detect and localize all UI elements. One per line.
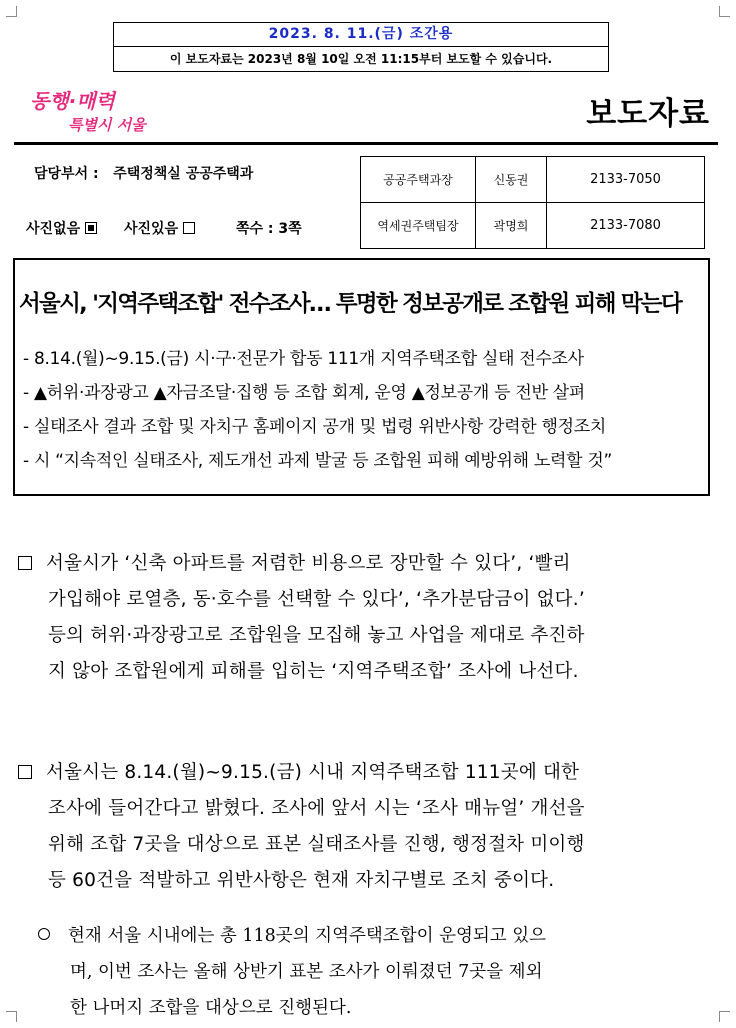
sub-paragraph bbox=[38, 918, 728, 1026]
subheadline: - 시 “지속적인 실태조사, 제도개선 과제 발굴 등 조합원 피해 예방위해 노력할 것” bbox=[23, 451, 612, 471]
paragraph-line: 위해 조합 7곳을 대상으로 표본 실태조사를 진행, 행정절차 미이행 bbox=[48, 834, 585, 855]
body-paragraph bbox=[18, 546, 718, 690]
department-label: 담당부서 : bbox=[34, 166, 99, 182]
department-value: 주택정책실 공공주택과 bbox=[113, 166, 254, 182]
paragraph-line: 지 않아 조합원에게 피해를 입히는 ‘지역주택조합’ 조사에 나선다. bbox=[48, 661, 579, 682]
page-count: 쪽수 : 3쪽 bbox=[235, 221, 302, 237]
contact-row bbox=[361, 203, 705, 249]
embargo-notice: 이 보도자료는 2023년 8월 10일 오전 11:15부터 보도할 수 있습니다. bbox=[169, 52, 553, 66]
no-photo-checkbox bbox=[85, 222, 97, 234]
contact-phone: 2133-7050 bbox=[547, 157, 705, 203]
contact-role: 역세권주택팀장 bbox=[361, 203, 476, 249]
no-photo-label: 사진없음 bbox=[26, 221, 81, 237]
header-divider bbox=[14, 142, 718, 145]
contact-role: 공공주택과장 bbox=[361, 157, 476, 203]
circle-bullet-icon bbox=[38, 928, 50, 940]
square-bullet-icon bbox=[18, 765, 32, 779]
has-photo-label: 사진있음 bbox=[123, 221, 179, 237]
page-corner-mark bbox=[6, 6, 17, 17]
sub-paragraph-line: 현재 서울 시내에는 총 118곳의 지역주택조합이 운영되고 있으 bbox=[68, 926, 547, 946]
page-corner-mark bbox=[719, 6, 730, 17]
sub-paragraph-line: 며, 이번 조사는 올해 상반기 표본 조사가 이뤄졌던 7곳을 제외 bbox=[70, 962, 543, 982]
subheadline: - 실태조사 결과 조합 및 자치구 홈페이지 공개 및 법령 위반사항 강력한 행정조치 bbox=[23, 417, 606, 437]
paragraph-line: 등의 허위·과장광고로 조합원을 모집해 놓고 사업을 제대로 추진하 bbox=[48, 625, 585, 646]
has-photo-checkbox bbox=[183, 222, 195, 234]
photo-info bbox=[26, 218, 302, 238]
contact-table bbox=[360, 156, 705, 249]
embargo-date: 2023. 8. 11.(금) 조간용 bbox=[114, 23, 608, 47]
seoul-logo bbox=[24, 86, 154, 138]
sub-paragraph-line: 한 나머지 조합을 대상으로 진행된다. bbox=[70, 998, 352, 1018]
press-release-title: 보도자료 bbox=[586, 96, 710, 132]
paragraph-line: 서울시는 8.14.(월)~9.15.(금) 시내 지역주택조합 111곳에 대한 bbox=[46, 762, 580, 783]
subheadline: - ▲허위·과장광고 ▲자금조달·집행 등 조합 회계, 운영 ▲정보공개 등 전반 살펴 bbox=[23, 383, 585, 403]
square-bullet-icon bbox=[18, 556, 32, 570]
paragraph-line: 가입해야 로열층, 동·호수를 선택할 수 있다’, ‘추가분담금이 없다.’ bbox=[48, 589, 585, 610]
body-paragraph bbox=[18, 755, 718, 899]
paragraph-line: 등 60건을 적발하고 위반사항은 현재 자치구별로 조치 중이다. bbox=[48, 870, 555, 891]
contact-name: 신동권 bbox=[476, 157, 547, 203]
page-corner-mark bbox=[6, 1011, 17, 1022]
contact-row bbox=[361, 157, 705, 203]
embargo-box bbox=[113, 22, 609, 72]
paragraph-line: 조사에 들어간다고 밝혔다. 조사에 앞서 시는 ‘조사 매뉴얼’ 개선을 bbox=[48, 798, 585, 819]
logo-line-2: 특별시 서울 bbox=[68, 116, 146, 134]
contact-name: 곽명희 bbox=[476, 203, 547, 249]
department-info bbox=[34, 163, 253, 183]
subheadline: - 8.14.(월)~9.15.(금) 시·구·전문가 합동 111개 지역주택조합 실태 전수조사 bbox=[23, 349, 584, 369]
contact-phone: 2133-7080 bbox=[547, 203, 705, 249]
headline-box bbox=[13, 258, 710, 496]
logo-line-1: 동행·매력 bbox=[30, 89, 115, 113]
headline: 서울시, '지역주택조합' 전수조사… 투명한 정보공개로 조합원 피해 막는다 bbox=[19, 291, 681, 317]
paragraph-line: 서울시가 ‘신축 아파트를 저렴한 비용으로 장만할 수 있다’, ‘빨리 bbox=[46, 553, 571, 574]
